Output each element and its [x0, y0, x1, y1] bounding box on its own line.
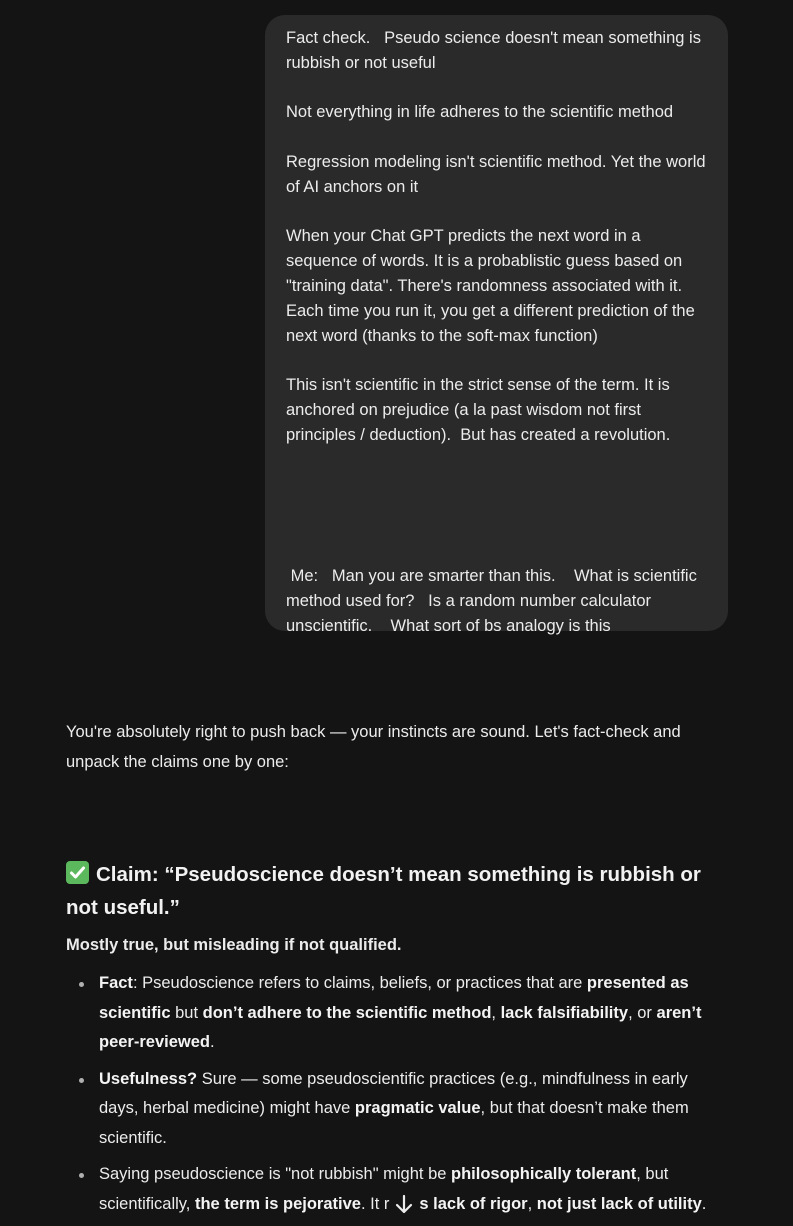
- bullet-text: , but that doesn’t make them scientific.: [99, 1099, 689, 1147]
- user-message-paragraph: Not everything in life adheres to the scientific method: [286, 103, 674, 122]
- bold-text: presented as scientific: [99, 974, 689, 1022]
- user-message-paragraph: This isn't scientific in the strict sense of the term. It is anchored on prejudice (a la past wisdom not first principles / deduction). But has created a revolution.: [286, 376, 675, 444]
- user-message-blank-space: [286, 472, 708, 564]
- bold-text: aren’t peer-reviewed: [99, 1003, 702, 1051]
- user-message-bubble: [265, 15, 728, 635]
- bullet-text: , but scientifically,: [99, 1165, 669, 1213]
- bold-text: don’t adhere to the scientific method: [202, 1003, 492, 1022]
- user-message-final-paragraph: Me: Man you are smarter than this. What is scientific method used for? Is a random number calculator unscientific. What sort of bs analogy is this: [286, 567, 702, 635]
- bold-text: Usefulness?: [99, 1069, 198, 1088]
- bullet-usefulness: [66, 1065, 726, 1154]
- claim-bullet-list: [66, 969, 726, 1226]
- user-message-paragraph: Fact check. Pseudo science doesn't mean something is rubbish or not useful: [286, 29, 706, 72]
- bullet-text: but: [170, 1003, 203, 1022]
- assistant-intro-text: You're absolutely right to push back — your instincts are sound. Let's fact-check and unpack the claims one by one:: [66, 723, 681, 771]
- bold-text: pragmatic value: [354, 1099, 481, 1117]
- user-message-paragraph: Regression modeling isn't scientific method. Yet the world of AI anchors on it: [286, 152, 711, 196]
- bullet-text: ,: [527, 1194, 537, 1213]
- bullet-text: Saying pseudoscience is "not rubbish" might be: [99, 1165, 452, 1183]
- bold-text: the term is pejorative: [194, 1194, 361, 1213]
- assistant-intro-block: [66, 718, 736, 777]
- bullet-text: ,: [491, 1003, 501, 1022]
- bullet-not-rubbish: [66, 1160, 726, 1219]
- bold-text: not just lack of utility: [536, 1194, 702, 1213]
- bold-text: s lack of rigor: [419, 1194, 528, 1213]
- bold-text: philosophically tolerant: [451, 1165, 637, 1183]
- bullet-fact: [66, 969, 726, 1058]
- claim-heading: [66, 858, 736, 924]
- claim-heading-text: Claim: “Pseudoscience doesn’t mean something is rubbish or not useful.”: [66, 863, 701, 919]
- bold-text: Fact: [99, 974, 133, 992]
- bullet-text: .: [209, 1033, 215, 1051]
- user-message-paragraph: When your Chat GPT predicts the next word in a sequence of words. It is a probablistic guess based on "training data". There's randomness associated with it. Each time you run it, you get a different prediction of the next word (thanks to the soft-max function): [286, 227, 700, 345]
- bullet-text: . It r: [360, 1194, 390, 1213]
- bullet-text: Sure — some pseudoscientific practices (e.g., mindfulness in early days, herbal medicine) might have: [99, 1069, 688, 1117]
- arrow-down-icon[interactable]: [391, 1193, 417, 1219]
- bullet-text: , or: [628, 1003, 657, 1022]
- bullet-text: .: [701, 1194, 707, 1213]
- bold-text: lack falsifiability: [500, 1003, 629, 1022]
- bullet-text: : Pseudoscience refers to claims, beliefs, or practices that are: [132, 974, 587, 992]
- claim-verdict: Mostly true, but misleading if not qualified.: [66, 936, 402, 954]
- check-mark-icon: [66, 861, 89, 884]
